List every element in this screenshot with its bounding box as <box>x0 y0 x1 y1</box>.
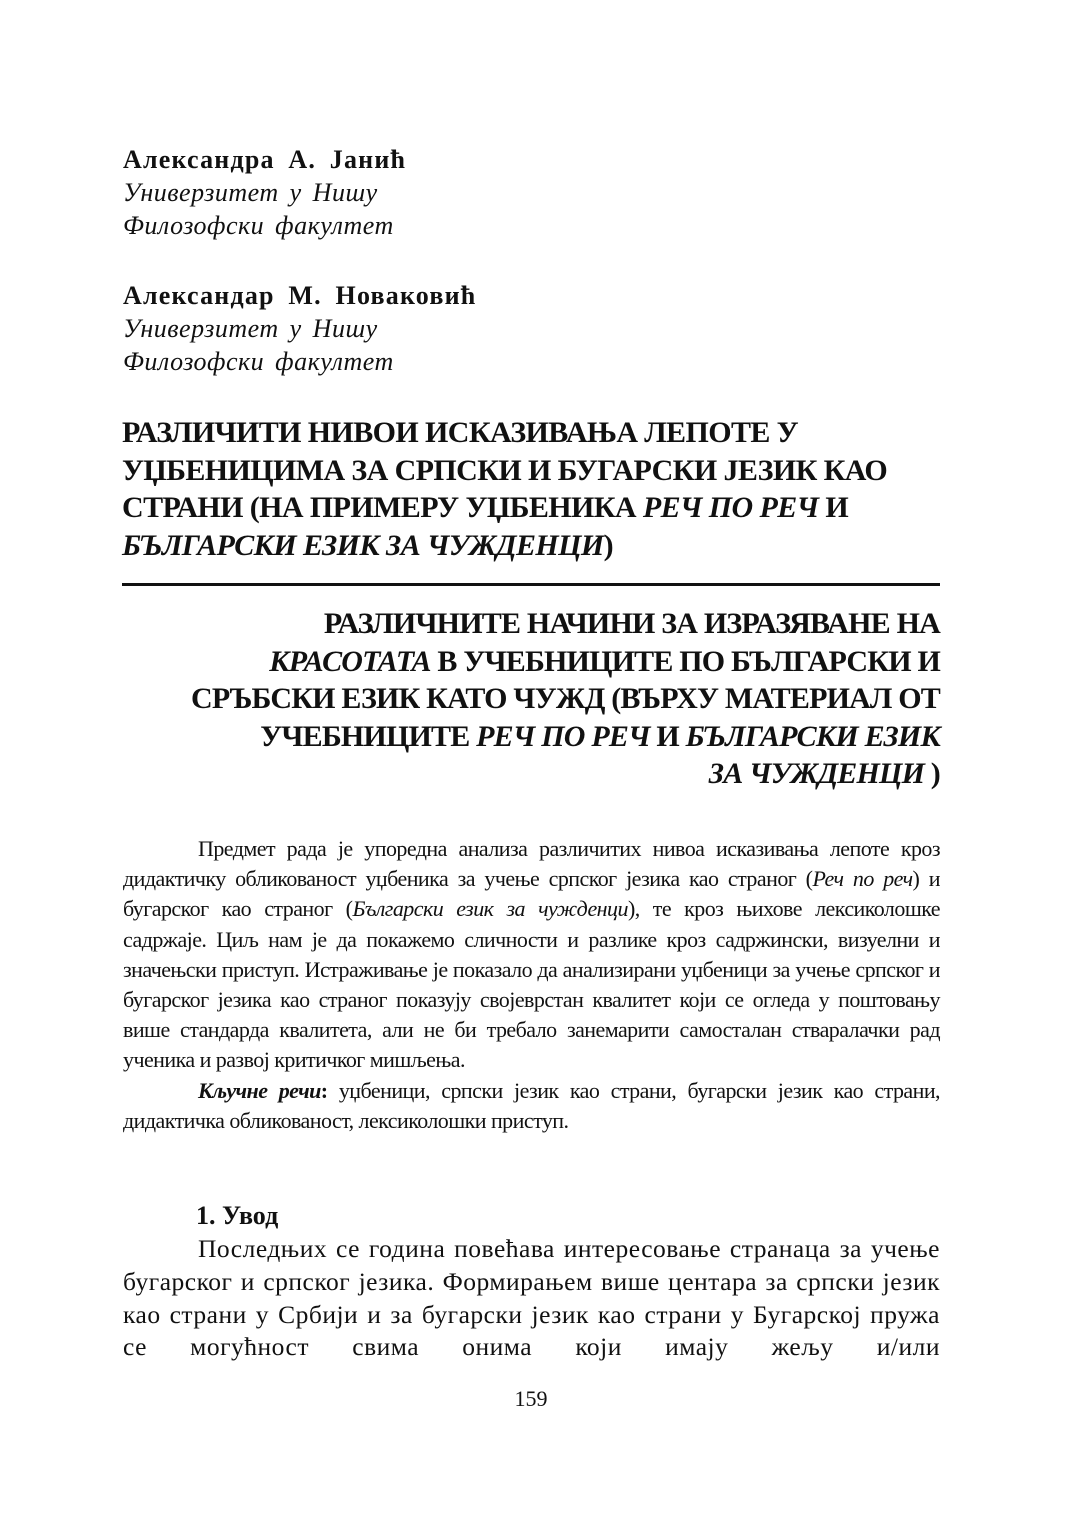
title-serbian <box>122 414 952 564</box>
title-bg-italic-book2-end: ЗА ЧУЖДЕНЦИ <box>708 757 925 790</box>
title-bg-italic-book1: РЕЧ ПО РЕЧ <box>476 719 650 753</box>
abstract-text: Предмет рада је упоредна анализа различитих нивоа исказивања лепоте кроз дидактичку обликованост уџбеника за учење српског језика као страног ( <box>123 836 940 892</box>
abstract-paragraph <box>123 834 940 1076</box>
title-sr-text: РАЗЛИЧИТИ НИВОИ ИСКАЗИВАЊА ЛЕПОТЕ У УЏБЕНИЦИМА ЗА СРПСКИ И БУГАРСКИ ЈЕЗИК КАО СТРАНИ (НА ПРИМЕРУ УЏБЕНИКА <box>122 416 888 524</box>
body-text <box>123 1233 940 1364</box>
title-bg-text: ) <box>924 757 940 790</box>
author-name: Александар М. Новаковић <box>123 281 477 310</box>
abstract-book-title: Български език за чужденци <box>352 896 628 922</box>
author-name: Александра А. Јанић <box>123 145 407 174</box>
title-bg-text: И <box>649 719 686 753</box>
body-paragraph: Последњих се година повећава интересовање странаца за учење бугарског и српског језика. Формирањем више центара за српски језик као страни у Србији и за бугарски језик као страни у Бугарској пружа се могућност свима онима који имају жељу и/или <box>123 1234 940 1362</box>
keywords-paragraph <box>123 1076 940 1136</box>
author-block-1 <box>123 143 406 242</box>
title-bg-italic-book2: БЪЛГАРСКИ ЕЗИК <box>685 719 940 753</box>
page-number: 159 <box>514 1386 548 1411</box>
title-sr-italic-book1: РЕЧ ПО РЕЧ <box>642 491 819 524</box>
title-sr-text: И <box>818 491 849 524</box>
title-bulgarian <box>120 605 940 793</box>
abstract <box>123 834 940 1136</box>
author-university: Универзитет у Нишу <box>123 314 378 343</box>
author-faculty: Филозофски факултет <box>123 347 394 376</box>
keywords-label: Кључне речи <box>198 1077 321 1103</box>
title-sr-text: ) <box>603 528 613 562</box>
keywords-list: уџбеници, српски језик као страни, бугарски језик као страни, дидактичка обликованост, лексиколошки приступ. <box>123 1077 941 1133</box>
abstract-book-title: Реч по реч <box>812 866 913 892</box>
author-university: Универзитет у Нишу <box>123 178 378 207</box>
title-bg-italic-word: КРАСОТАТА <box>269 644 431 678</box>
title-bg-text: В УЧЕБНИЦИТЕ ПО БЪЛГАРСКИ И СРЪБСКИ ЕЗИК КАТО ЧУЖД (ВЪРХУ МАТЕРИАЛ ОТ УЧЕБНИЦИТЕ <box>190 644 940 753</box>
author-faculty: Филозофски факултет <box>123 211 394 240</box>
abstract-text: ), те кроз њихове лексиколошке садржаје. Циљ нам је да покажемо сличности и разлике кроз садржински, визуелни и значењски приступ. Истраживање је показало да анализирани уџбеници за учење српског и бугарског језика као страног показују својеврстан квалитет који се огледа у поштовању више стандарда квалитета, али не би требало занемарити самосталан стваралачки рад ученика и развој критичког мишљења. <box>123 896 941 1073</box>
title-sr-italic-book2: БЪЛГАРСКИ ЕЗИК ЗА ЧУЖДЕНЦИ <box>122 528 604 562</box>
abstract-text: ) и бугарског као страног ( <box>123 866 940 922</box>
author-block-2 <box>123 279 476 378</box>
section-heading-intro: 1. Увод <box>196 1201 279 1230</box>
title-bg-text: РАЗЛИЧНИТЕ НАЧИНИ ЗА ИЗРАЗЯВАНЕ НА <box>323 607 940 640</box>
keywords-colon: : <box>320 1077 328 1103</box>
title-divider-right <box>452 583 940 586</box>
